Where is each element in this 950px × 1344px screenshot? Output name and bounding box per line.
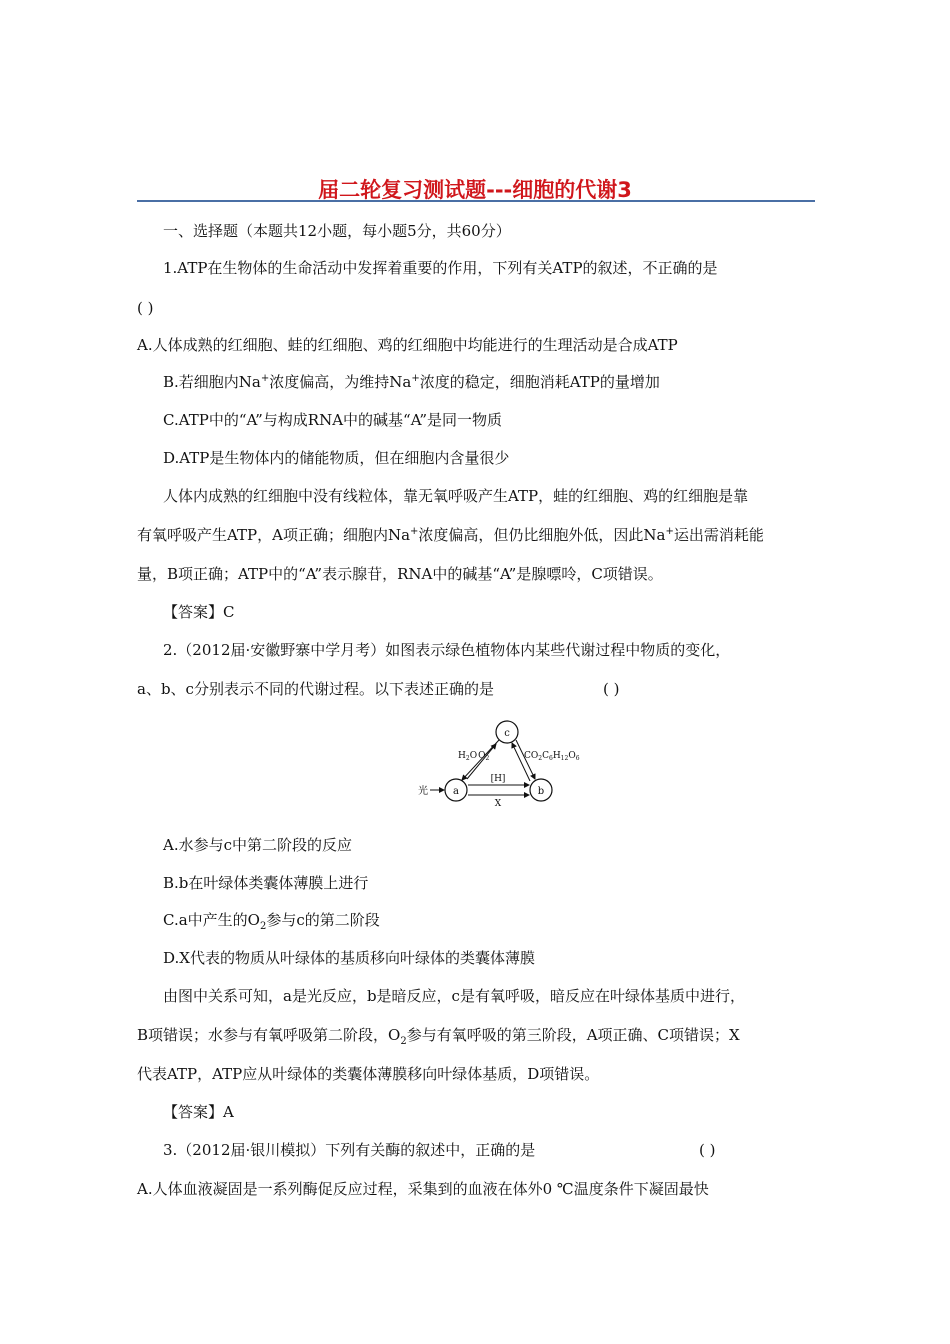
q1-answer: 【答案】C [163,603,235,621]
left-substances-label: $H_2OO_2$ [458,751,490,762]
q1-explanation-line1: 人体内成熟的红细胞中没有线粒体，靠无氧呼吸产生ATP，蛙的红细胞、鸡的红细胞是靠 [163,487,749,505]
superscript-plus: + [260,373,270,384]
subscript-2: 2 [259,921,267,932]
q2-explanation-line2 [137,1025,740,1045]
q2-option-a: A.水参与c中第二阶段的反应 [163,836,353,854]
q1-exp2-part1: 有氧呼吸产生ATP，A项正确；细胞内Na [137,526,411,544]
node-b-label: b [537,786,545,797]
q3-bracket: ( ) [699,1141,716,1159]
b-to-c-arrow [512,743,530,781]
q1-explanation-line3: 量，B项正确；ATP中的“A”表示腺苷，RNA中的碱基“A”是腺嘌呤，C项错误。 [137,565,663,583]
q2-explanation-line3: 代表ATP，ATP应从叶绿体的类囊体薄膜移向叶绿体基质，D项错误。 [137,1065,600,1083]
q2-answer: 【答案】A [163,1103,234,1121]
q1-option-c: C.ATP中的“A”与构成RNA中的碱基“A”是同一物质 [163,411,503,429]
q3-stem: 3.（2012届·银川模拟）下列有关酶的叙述中，正确的是 [163,1141,536,1159]
q2-exp2-part2: 参与有氧呼吸的第三阶段，A项正确、C项错误；X [406,1026,740,1044]
superscript-plus: + [665,526,674,537]
q2-exp2-part1: B项错误；水参与有氧呼吸第二阶段，O [137,1026,401,1044]
q2-bracket: ( ) [603,680,620,698]
q2-option-c-part1: C.a中产生的O [163,911,260,929]
q2-explanation-line1: 由图中关系可知，a是光反应，b是暗反应，c是有氧呼吸，暗反应在叶绿体基质中进行， [163,987,745,1005]
q1-stem: 1.ATP在生物体的生命活动中发挥着重要的作用，下列有关ATP的叙述，不正确的是 [163,259,718,277]
q3-option-a: A.人体血液凝固是一系列酶促反应过程，采集到的血液在体外0 ℃温度条件下凝固最快 [137,1180,709,1198]
q2-stem-line1: 2.（2012届·安徽野寨中学月考）如图表示绿色植物体内某些代谢过程中物质的变化， [163,641,731,659]
page-title: 届二轮复习测试题---细胞的代谢3 [318,178,632,202]
q1-option-b-part3: 浓度的稳定，细胞消耗ATP的量增加 [419,373,660,391]
q2-option-c-part2: 参与c的第二阶段 [266,911,380,929]
x-label: X [494,799,502,808]
section-heading: 一、选择题（本题共12小题，每小题5分，共60分） [163,222,511,240]
q1-exp2-part3: 运出需消耗能 [673,526,764,544]
light-label: 光 [418,786,428,797]
q1-option-b-part1: B.若细胞内Na [163,373,261,391]
q2-option-b: B.b在叶绿体类囊体薄膜上进行 [163,874,369,892]
q2-stem-line2: a、b、c分别表示不同的代谢过程。以下表述正确的是 [137,680,494,698]
node-a-label: a [453,786,459,797]
q1-option-b [163,372,660,392]
q1-option-d: D.ATP是生物体内的储能物质，但在细胞内含量很少 [163,449,510,467]
q1-explanation-line2 [137,525,764,545]
node-c-label: c [504,728,510,739]
title-underline [137,200,815,202]
q1-option-b-part2: 浓度偏高，为维持Na [269,373,412,391]
q1-bracket: ( ) [137,299,154,317]
metabolism-diagram [410,718,580,808]
superscript-plus: + [410,526,419,537]
q2-option-d: D.X代表的物质从叶绿体的基质移向叶绿体的类囊体薄膜 [163,949,535,967]
superscript-plus: + [411,373,420,384]
q1-exp2-part2: 浓度偏高，但仍比细胞外低，因此Na [418,526,666,544]
q1-option-a: A.人体成熟的红细胞、蛙的红细胞、鸡的红细胞中均能进行的生理活动是合成ATP [137,336,678,354]
right-substances-label: $CO_2C_6H_{12}O_6$ [524,751,580,762]
h-label: [H] [490,774,506,784]
q2-option-c [163,910,380,930]
subscript-2: 2 [400,1036,407,1047]
